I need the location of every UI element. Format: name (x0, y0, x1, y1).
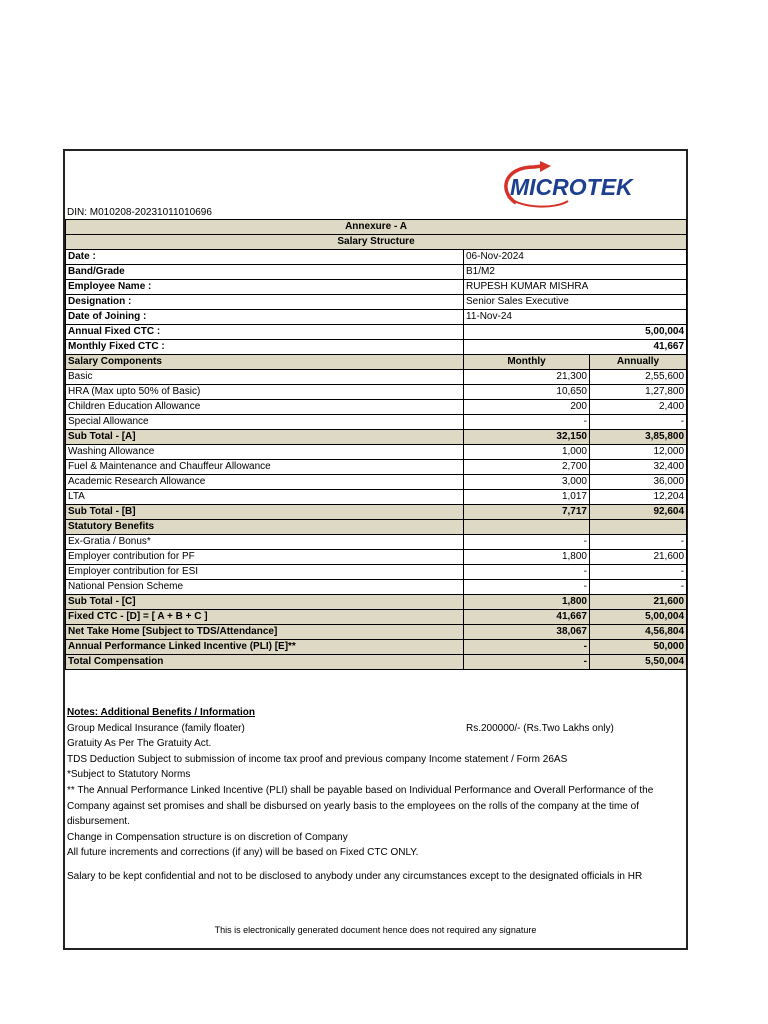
annual-value: 2,400 (590, 400, 687, 415)
components-header-label: Salary Components (66, 355, 464, 370)
din-number: DIN: M010208-20231011010696 (67, 207, 212, 218)
annual-value: 5,50,004 (590, 655, 687, 670)
structure-title: Salary Structure (66, 235, 687, 250)
monthly-value: 200 (464, 400, 590, 415)
monthly-value: 2,700 (464, 460, 590, 475)
component-label: Children Education Allowance (66, 400, 464, 415)
component-label: Ex-Gratia / Bonus* (66, 535, 464, 550)
structure-row (66, 235, 687, 250)
monthly-value: - (464, 580, 590, 595)
component-label: Annual Performance Linked Incentive (PLI) [E]** (66, 640, 464, 655)
notes-title: Notes: Additional Benefits / Information (67, 707, 255, 718)
info-value: B1/M2 (464, 265, 687, 280)
info-value: 11-Nov-24 (464, 310, 687, 325)
info-label: Designation : (66, 295, 464, 310)
table-row (66, 595, 687, 610)
table-row (66, 490, 687, 505)
monthly-value: - (464, 415, 590, 430)
ctc-value: 5,00,004 (464, 325, 687, 340)
monthly-value: 1,017 (464, 490, 590, 505)
annual-value: 36,000 (590, 475, 687, 490)
notes-section (67, 705, 686, 861)
monthly-value: - (464, 565, 590, 580)
salary-document (63, 149, 688, 950)
note-line: ** The Annual Performance Linked Incentive (PLI) shall be payable based on Individual Performance and Overall Performance of the Company against set promises and shall be disbursed on yearly basis to the employees on the rolls of the company at the time of disbursement. (67, 784, 654, 828)
component-label: Fixed CTC - [D] = [ A + B + C ] (66, 610, 464, 625)
table-row (66, 610, 687, 625)
monthly-value: 21,300 (464, 370, 590, 385)
monthly-value: 1,800 (464, 550, 590, 565)
info-label: Employee Name : (66, 280, 464, 295)
salary-table (65, 219, 687, 670)
ctc-row (66, 340, 687, 355)
monthly-value: 10,650 (464, 385, 590, 400)
component-label: LTA (66, 490, 464, 505)
annual-value: 92,604 (590, 505, 687, 520)
annual-value: 2,55,600 (590, 370, 687, 385)
annual-value: - (590, 565, 687, 580)
annual-value: 12,204 (590, 490, 687, 505)
medical-amount: Rs.200000/- (Rs.Two Lakhs only) (466, 722, 614, 734)
logo-text: MICROTEK (510, 174, 633, 200)
table-row (66, 550, 687, 565)
note-line: Change in Compensation structure is on discretion of Company (67, 831, 348, 843)
monthly-value: - (464, 535, 590, 550)
info-value: RUPESH KUMAR MISHRA (464, 280, 687, 295)
components-header-row (66, 355, 687, 370)
annual-value: - (590, 415, 687, 430)
monthly-value: 38,067 (464, 625, 590, 640)
component-label: Sub Total - [A] (66, 430, 464, 445)
annexure-row (66, 220, 687, 235)
annual-value: 21,600 (590, 550, 687, 565)
info-label: Date of Joining : (66, 310, 464, 325)
info-label: Band/Grade (66, 265, 464, 280)
table-row (66, 415, 687, 430)
monthly-value: 1,800 (464, 595, 590, 610)
annually-header: Annually (590, 355, 687, 370)
monthly-value: - (464, 640, 590, 655)
table-row (66, 640, 687, 655)
ctc-value: 41,667 (464, 340, 687, 355)
info-value: 06-Nov-2024 (464, 250, 687, 265)
annual-value: 32,400 (590, 460, 687, 475)
component-label: National Pension Scheme (66, 580, 464, 595)
medical-label: Group Medical Insurance (family floater) (67, 722, 245, 734)
component-label: Employer contribution for ESI (66, 565, 464, 580)
component-label: Sub Total - [B] (66, 505, 464, 520)
table-row (66, 460, 687, 475)
monthly-value: 7,717 (464, 505, 590, 520)
annexure-title: Annexure - A (66, 220, 687, 235)
component-label: Academic Research Allowance (66, 475, 464, 490)
annual-value: 21,600 (590, 595, 687, 610)
component-label: Sub Total - [C] (66, 595, 464, 610)
info-row (66, 280, 687, 295)
medical-line (67, 721, 686, 737)
monthly-header: Monthly (464, 355, 590, 370)
table-row (66, 580, 687, 595)
annual-value: 12,000 (590, 445, 687, 460)
monthly-value: 1,000 (464, 445, 590, 460)
confidential-note: Salary to be kept confidential and not to be disclosed to anybody under any circumstances except to the designated officials in HR (67, 871, 643, 882)
annual-value: 1,27,800 (590, 385, 687, 400)
component-label: Employer contribution for PF (66, 550, 464, 565)
component-label: Basic (66, 370, 464, 385)
table-row (66, 505, 687, 520)
microtek-logo (496, 161, 676, 211)
annual-value: 4,56,804 (590, 625, 687, 640)
component-label: Washing Allowance (66, 445, 464, 460)
ctc-label: Monthly Fixed CTC : (66, 340, 464, 355)
info-row (66, 265, 687, 280)
table-row (66, 430, 687, 445)
note-line: All future increments and corrections (if any) will be based on Fixed CTC ONLY. (67, 847, 419, 859)
info-label: Date : (66, 250, 464, 265)
table-row (66, 445, 687, 460)
note-line: Gratuity As Per The Gratuity Act. (67, 738, 212, 750)
component-label: Fuel & Maintenance and Chauffeur Allowance (66, 460, 464, 475)
note-line: *Subject to Statutory Norms (67, 769, 191, 781)
footer-note: This is electronically generated document hence does not required any signature (214, 925, 537, 935)
component-label: Special Allowance (66, 415, 464, 430)
annual-value: - (590, 535, 687, 550)
annual-value: - (590, 580, 687, 595)
monthly-value: 3,000 (464, 475, 590, 490)
table-row (66, 385, 687, 400)
table-row (66, 370, 687, 385)
annual-value: 5,00,004 (590, 610, 687, 625)
component-label: Statutory Benefits (66, 520, 464, 535)
table-row (66, 655, 687, 670)
monthly-value (464, 520, 590, 535)
annual-value: 50,000 (590, 640, 687, 655)
note-line: TDS Deduction Subject to submission of income tax proof and previous company Income statement / Form 26AS (67, 753, 568, 765)
info-row (66, 295, 687, 310)
monthly-value: 41,667 (464, 610, 590, 625)
info-row (66, 250, 687, 265)
table-row (66, 565, 687, 580)
table-row (66, 520, 687, 535)
ctc-label: Annual Fixed CTC : (66, 325, 464, 340)
table-row (66, 475, 687, 490)
monthly-value: 32,150 (464, 430, 590, 445)
table-row (66, 400, 687, 415)
ctc-row (66, 325, 687, 340)
component-label: Total Compensation (66, 655, 464, 670)
component-label: HRA (Max upto 50% of Basic) (66, 385, 464, 400)
table-row (66, 625, 687, 640)
info-value: Senior Sales Executive (464, 295, 687, 310)
component-label: Net Take Home [Subject to TDS/Attendance] (66, 625, 464, 640)
table-row (66, 535, 687, 550)
annual-value (590, 520, 687, 535)
info-row (66, 310, 687, 325)
monthly-value: - (464, 655, 590, 670)
annual-value: 3,85,800 (590, 430, 687, 445)
